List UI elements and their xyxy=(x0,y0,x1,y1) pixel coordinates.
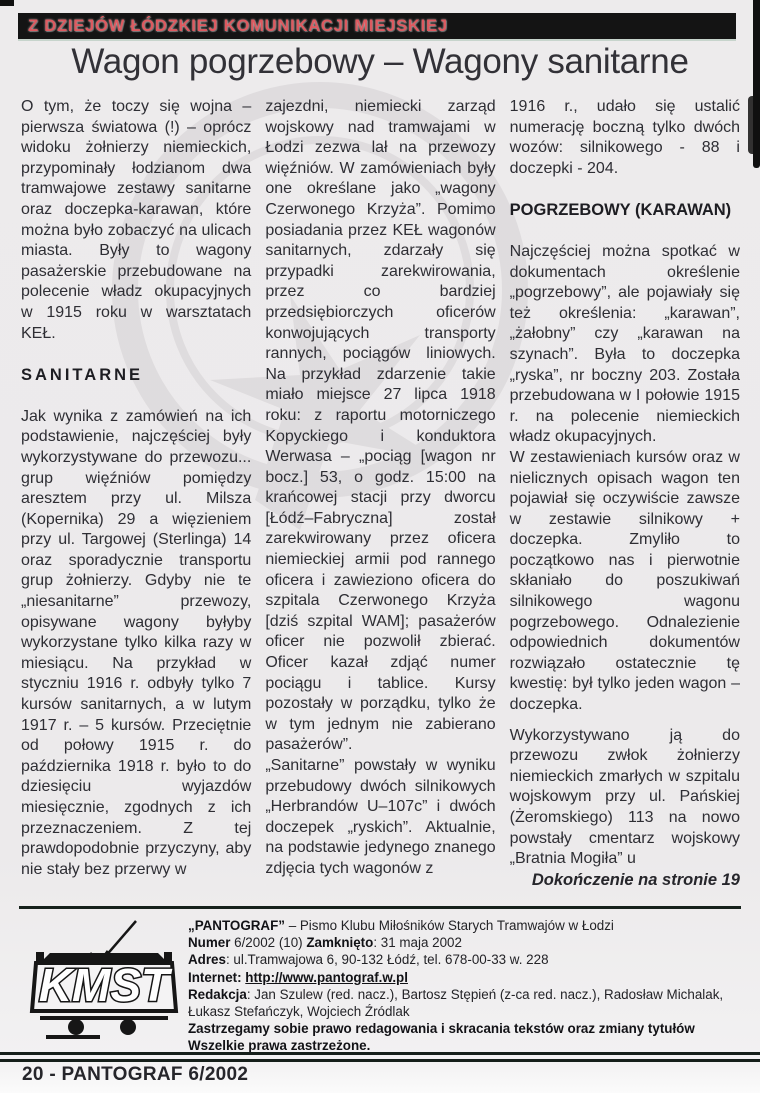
section-banner-label: Z DZIEJÓW ŁÓDZKIEJ KOMUNIKACJI MIEJSKIEJ xyxy=(28,16,448,35)
colophon-line-editors: Redakcja: Jan Szulew (red. nacz.), Bartosz Stępień (z-ca red. nacz.), Radosław Michalak, Łukasz Stefańczyk, Wojciech Źródlak xyxy=(188,986,724,1020)
kmst-logo xyxy=(20,913,188,1055)
svg-text:KMST: KMST xyxy=(38,959,170,1011)
colophon-line-internet: Internet: http://www.pantograf.w.pl xyxy=(188,969,408,985)
colophon xyxy=(20,913,740,1055)
paragraph: „Sanitarne” powstały w wyniku przebudowy dwóch silnikowych „Herbrandów U–107c” i dwóch doczepek „ryskich”. Aktualnie, na podstawie jedynego znanego zdjęcia tych wagonów z xyxy=(265,757,496,877)
section-banner xyxy=(18,13,736,39)
heading-sanitarne: SANITARNE xyxy=(21,366,144,385)
column-1 xyxy=(21,97,251,905)
colophon-line-issue: Numer 6/2002 (10) Zamknięto: 31 maja 2002 xyxy=(188,935,462,951)
article-body xyxy=(21,97,740,905)
website-link[interactable]: http://www.pantograf.w.pl xyxy=(245,969,408,985)
colophon-line-rights1: Zastrzegamy sobie prawo redagowania i skracania tekstów oraz zmiany tytułów xyxy=(188,1021,695,1037)
paragraph: Wykorzystywano ją do przewozu zwłok żołnierzy niemieckich zmarłych w szpitalu wojskowym przy ul. Pańskiej (Żeromskiego) 113 na nowo powstały cmentarz wojskowy „Bratnia Mogiła” u xyxy=(509,726,740,868)
colophon-line-address: Adres: ul.Tramwajowa 6, 90-132 Łódź, tel. 678-00-33 w. 228 xyxy=(188,952,549,968)
paragraph: Najczęściej można spotkać w dokumentach określenie „pogrzebowy”, ale pojawiały się też określenia: „karawan”, „żałobny” czy „karawan na szynach”. Była to doczepka „ryska”, nr boczny 203. Została przebudowana w I połowie 1915 r. na polecenie niemieckich władz okupacyjnych. xyxy=(509,242,740,446)
colophon-line-rights2: Wszelkie prawa zastrzeżone. xyxy=(188,1038,371,1054)
continuation-note: Dokończenie na stronie 19 xyxy=(531,870,740,889)
paragraph: zajezdni, niemiecki zarząd wojskowy nad tramwajami w Łodzi zezwa lał na przewozy więźniów. W zamówieniach były one określane jako „wagony Czerwonego Krzyża”. Pomimo posiadania przez KEŁ wagonów sanitarnych, zdarzały się przypadki zarekwirowania, przez co bardziej przedsiębiorczych oficerów konwojujących transporty rannych, pociągów liniowych. Na przykład zdarzenie takie miało miejsce 27 lipca 1918 roku: z raportu motorniczego Kopyckiego i konduktora Werwasa – „pociąg [wagon nr bocz.] 53, o godz. 15:00 na krańcowej stacji przy dworcu [Łódź–Fabryczna] został zarekwirowany przez oficera niemieckiej armii pod rannego oficera i zawieziono oficera do szpitala Czerwonego Krzyża [dziś szpital WAM]; pasażerów oficer nie pozwolił zbierać. Oficer kazał zdjąć numer pociągu i tablice. Kursy pozostały w porządku, tylko że w tym jednym nie zabierano pasażerów”. xyxy=(265,98,496,754)
colophon-info xyxy=(188,913,740,1055)
scan-artifact-top-left xyxy=(0,0,14,6)
scan-artifact-right-blotch xyxy=(748,96,757,154)
paragraph: W zestawieniach kursów oraz w nielicznych opisach wagon ten pojawiał się oczywiście zawsze w zestawie silnikowy + doczepka. Zmyliło to początkowo nas i pierwotnie skłaniało do poszukiwań silnikowego wagonu pogrzebowego. Odnalezienie odpowiednich dokumentów rozwiązało ostatecznie tę kwestię: był tylko jeden wagon – doczepka. xyxy=(509,448,740,714)
tram-logo-icon xyxy=(24,919,184,1049)
double-horizontal-rule xyxy=(0,1052,760,1062)
article-title: Wagon pogrzebowy – Wagony sanitarne xyxy=(71,42,689,81)
heading-pogrzebowy: POGRZEBOWY (KARAWAN) xyxy=(509,201,732,220)
colophon-line-title: „PANTOGRAF” – Pismo Klubu Miłośników Starych Tramwajów w Łodzi xyxy=(188,918,614,933)
column-2 xyxy=(265,97,495,905)
paragraph: 1916 r., udało się ustalić numerację boczną tylko dwóch wozów: silnikowego - 88 i doczepki - 204. xyxy=(509,98,740,177)
page-number: 20 - PANTOGRAF 6/2002 xyxy=(22,1064,249,1085)
column-3 xyxy=(510,97,740,905)
horizontal-rule xyxy=(19,906,741,909)
paragraph: O tym, że toczy się wojna – pierwsza światowa (!) – oprócz widoku żołnierzy niemieckich, przypominały łodzianom dwa tramwajowe zestawy sanitarne oraz doczepka-karawan, które można było zobaczyć na ulicach miasta. Były to wagony pasażerskie przebudowane na polecenie władz okupacyjnych w 1915 roku w warsztatach KEŁ. xyxy=(21,98,252,342)
paragraph: Jak wynika z zamówień na ich podstawienie, najczęściej były wykorzystywane do przewozu... grup więźniów pomiędzy aresztem przy ul. Milsza (Kopernika) 29 a więzieniem przy ul. Targowej (Sterlinga) 14 oraz sporadycznie transportu grup żołnierzy. Gdyby nie te „niesanitarne” przewozy, opisywane wagony byłyby wykorzystane tylko kilka razy w miesiącu. Na przykład w styczniu 1916 r. odbyły tylko 7 kursów sanitarnych, a w lutym 1917 r. – 5 kursów. Przeciętnie od połowy 1915 r. do października 1918 r. było to do dziesięciu wyjazdów miesięcznie, zgodnych z ich przeznaczeniem. Z tej prawdopodobnie przyczyny, aby nie stały bez przerwy w xyxy=(21,407,252,878)
magazine-name: „PANTOGRAF” xyxy=(188,918,285,933)
